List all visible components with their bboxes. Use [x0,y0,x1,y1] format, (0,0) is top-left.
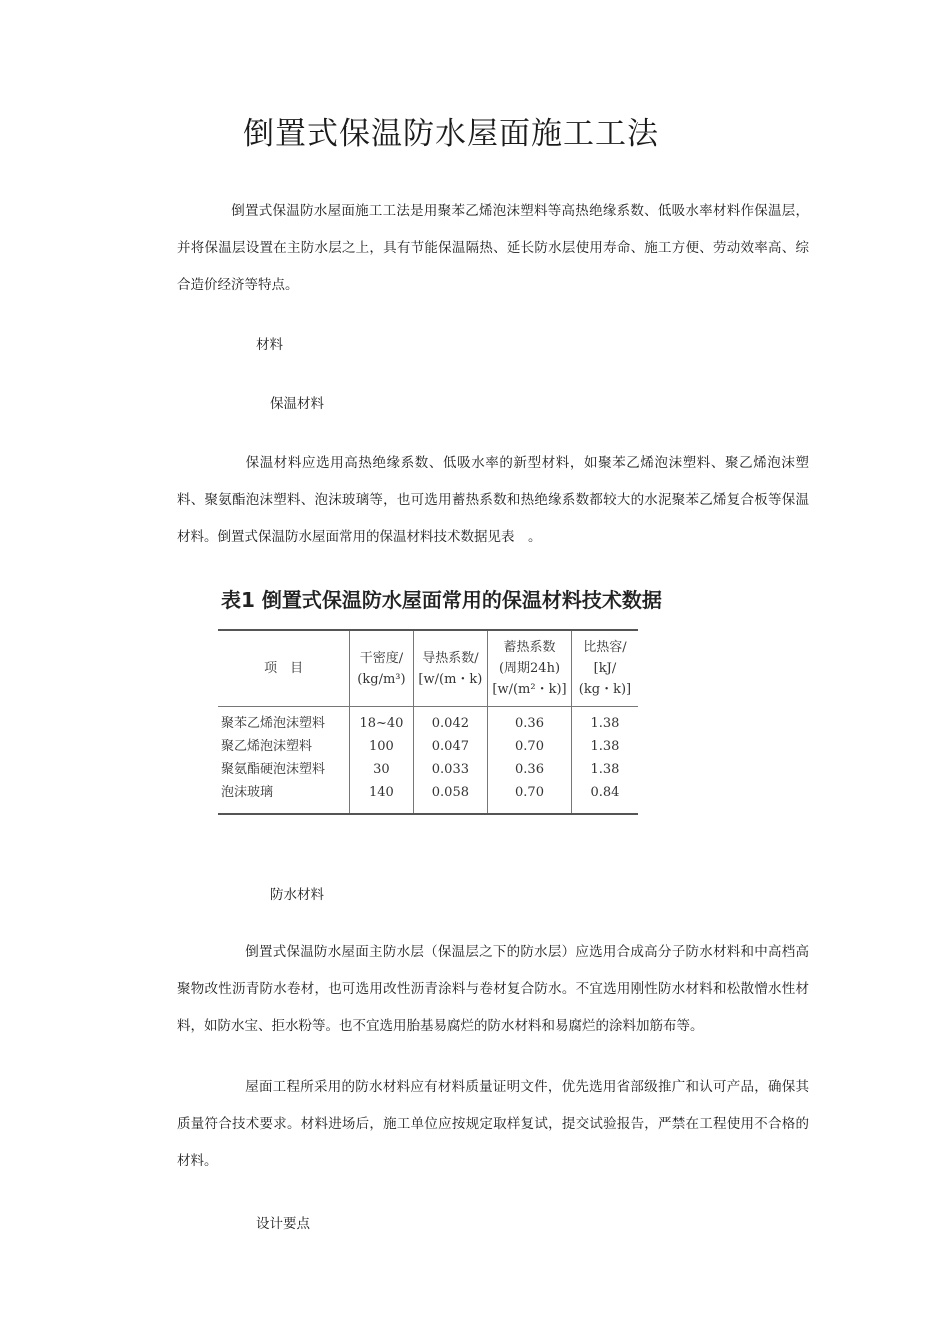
table-row [218,781,638,814]
header-heat-storage-coefficient: 蓄热系数 (周期24h) [w/(m²・k)] [488,630,572,707]
table-caption: 表1 倒置式保温防水屋面常用的保温材料技术数据 [221,588,662,612]
table-row [218,758,638,781]
cell-heat-storage: 0.70 [488,735,572,758]
cell-density: 100 [350,735,414,758]
cell-specific-heat: 1.38 [571,707,638,736]
insulation-text: 保温材料应选用高热绝缘系数、低吸水率的新型材料，如聚苯乙烯泡沫塑料、聚乙烯泡沫塑料、聚氨酯泡沫塑料、泡沫玻璃等，也可选用蓄热系数和热绝缘系数都较大的水泥聚苯乙烯复合板等保温材料。倒置式保温防水屋面常用的保温材料技术数据见表 。 [177,455,809,545]
cell-conductivity: 0.033 [413,758,487,781]
cell-material: 聚苯乙烯泡沫塑料 [221,716,326,731]
cell-density: 140 [350,781,414,814]
subheading-insulation: 保温材料 [270,396,324,412]
table-row [218,735,638,758]
intro-text: 倒置式保温防水屋面施工工法是用聚苯乙烯泡沫塑料等高热绝缘系数、低吸水率材料作保温层，并将保温层设置在主防水层之上，具有节能保温隔热、延长防水层使用寿命、施工方便、劳动效率高、综合造价经济等特点。 [177,203,809,293]
cell-density: 30 [350,758,414,781]
cell-material: 聚乙烯泡沫塑料 [221,739,313,754]
cell-conductivity: 0.047 [413,735,487,758]
document-title: 倒置式保温防水屋面施工工法 [243,116,659,152]
insulation-data-table [218,629,638,815]
section-heading-materials: 材料 [256,337,283,353]
cell-heat-storage: 0.36 [488,758,572,781]
cell-specific-heat: 1.38 [571,735,638,758]
cell-material: 聚氨酯硬泡沫塑料 [221,762,326,777]
table-header-row [218,630,638,707]
header-specific-heat: 比热容/ [kJ/ (kg・k)] [571,630,638,707]
quality-text: 屋面工程所采用的防水材料应有材料质量证明文件，优先选用省部级推广和认可产品，确保其质量符合技术要求。材料进场后，施工单位应按规定取样复试，提交试验报告，严禁在工程使用不合格的材料。 [177,1079,809,1169]
intro-paragraph [177,193,809,304]
cell-specific-heat: 0.84 [571,781,638,814]
cell-conductivity: 0.042 [413,707,487,736]
cell-material: 泡沫玻璃 [221,785,274,800]
waterproof-text: 倒置式保温防水屋面主防水层（保温层之下的防水层）应选用合成高分子防水材料和中高档高聚物改性沥青防水卷材，也可选用改性沥青涂料与卷材复合防水。不宜选用刚性防水材料和松散憎水性材料，如防水宝、拒水粉等。也不宜选用胎基易腐烂的防水材料和易腐烂的涂料加筋布等。 [177,944,809,1034]
header-dry-density: 干密度/ (kg/m³) [350,630,414,707]
header-item: 项 目 [218,630,350,707]
subheading-waterproof: 防水材料 [270,887,324,903]
cell-specific-heat: 1.38 [571,758,638,781]
header-thermal-conductivity: 导热系数/ [w/(m・k) [413,630,487,707]
waterproof-paragraph [177,934,809,1045]
cell-heat-storage: 0.36 [488,707,572,736]
cell-heat-storage: 0.70 [488,781,572,814]
table-row [218,707,638,736]
insulation-paragraph [177,445,809,556]
section-heading-design: 设计要点 [256,1216,310,1232]
cell-conductivity: 0.058 [413,781,487,814]
cell-density: 18~40 [350,707,414,736]
insulation-data-table-figure [218,584,662,815]
quality-paragraph [177,1069,809,1180]
